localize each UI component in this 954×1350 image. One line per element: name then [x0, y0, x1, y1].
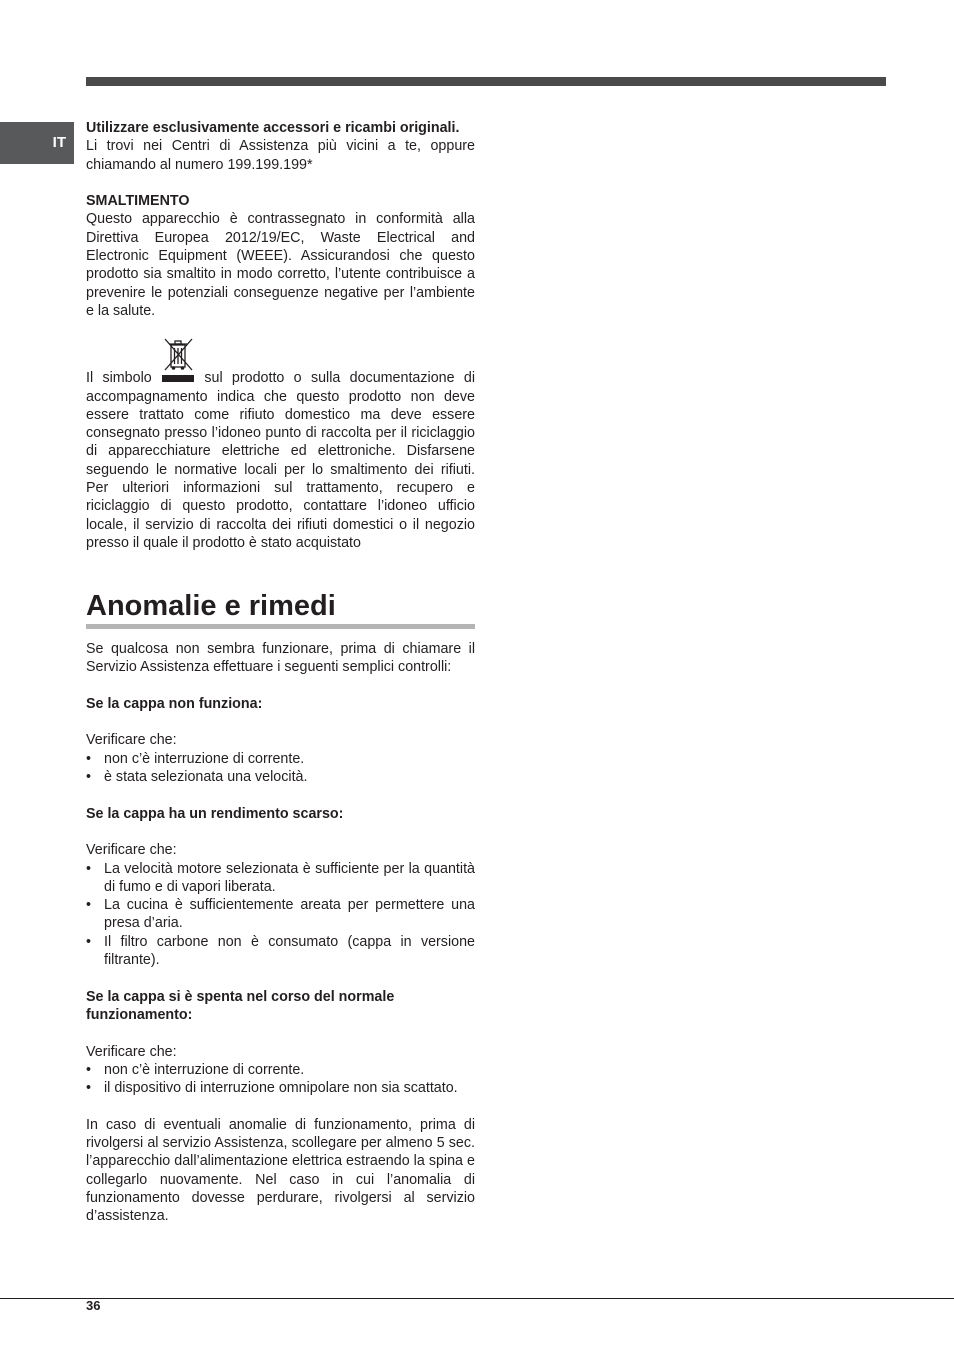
- intro-text: Li trovi nei Centri di Assistenza più vicini a te, oppure chiamando al numero 199.199.199*: [86, 138, 475, 173]
- list-item: • Il filtro carbone non è consumato (cappa in versione filtrante).: [86, 933, 475, 970]
- language-tab: IT: [0, 122, 74, 164]
- header-bar: [86, 77, 886, 86]
- case-3-heading: Se la cappa si è spenta nel corso del normale funzionamento:: [86, 988, 395, 1023]
- list-item: • non c’è interruzione di corrente.: [86, 1061, 475, 1079]
- list-item: • non c’è interruzione di corrente.: [86, 750, 475, 768]
- disposal-text: Questo apparecchio è contrassegnato in conformità alla Direttiva Europea 2012/19/EC, Waste Electrical and Electronic Equipment (WEEE). Assicurandosi che questo prodotto sia smaltito in modo corretto, l’utente contribuisce a prevenire le potenziali conseguenze negative per l’ambiente e la salute.: [86, 211, 475, 319]
- case-1-check: Verificare che:: [86, 732, 177, 749]
- crossed-bin-icon: [161, 368, 195, 386]
- symbol-text-before: Il simbolo: [86, 370, 152, 387]
- footer-rule: [0, 1298, 954, 1299]
- troubleshooting-intro: Se qualcosa non sembra funzionare, prima di chiamare il Servizio Assistenza effettuare i seguenti semplici controlli:: [86, 641, 475, 676]
- symbol-text-after: sul prodotto o sulla documentazione di accompagnamento indica che questo prodotto non deve essere trattato come rifiuto domestico ma deve essere consegnato presso l’idoneo punto di raccolta per il riciclaggio di apparecchiature elettriche ed elettroniche. Disfarsene seguendo le normative locali per lo smaltimento dei rifiuti. Per ulteriori informazioni sul trattamento, recupero e riciclaggio di questo prodotto, contattare l’idoneo ufficio locale, il servizio di raccolta dei rifiuti domestici o il negozio presso il quale il prodotto è stato acquistato: [86, 370, 475, 551]
- disposal-heading: SMALTIMENTO: [86, 193, 190, 210]
- list-item: • il dispositivo di interruzione omnipolare non sia scattato.: [86, 1079, 475, 1097]
- list-item: • La velocità motore selezionata è sufficiente per la quantità di fumo e di vapori liberata.: [86, 860, 475, 897]
- closing-paragraph: In caso di eventuali anomalie di funzionamento, prima di rivolgersi al servizio Assistenza, scollegare per almeno 5 sec. l’apparecchio dall’alimentazione elettrica estraendo la spina e collegarlo nuovamente. Nel caso in cui l’anomalia di funzionamento dovesse perdurare, rivolgersi al servizio d’assistenza.: [86, 1116, 475, 1225]
- list-item: • è stata selezionata una velocità.: [86, 768, 475, 786]
- case-3-check: Verificare che:: [86, 1043, 177, 1060]
- case-2-heading: Se la cappa ha un rendimento scarso:: [86, 805, 344, 822]
- section-title: Anomalie e rimedi: [86, 588, 475, 629]
- list-item: • La cucina è sufficientemente areata per permettere una presa d’aria.: [86, 896, 475, 933]
- case-1-list: [86, 750, 475, 787]
- troubleshooting-column: [86, 640, 475, 1226]
- case-2-list: [86, 860, 475, 970]
- symbol-paragraph: [86, 368, 475, 552]
- upper-column: [86, 119, 475, 552]
- case-1-heading: Se la cappa non funziona:: [86, 695, 263, 712]
- case-2-check: Verificare che:: [86, 842, 177, 859]
- intro-bold-line: Utilizzare esclusivamente accessori e ricambi originali.: [86, 120, 460, 136]
- case-3-list: [86, 1061, 475, 1098]
- page-number: 36: [86, 1298, 101, 1313]
